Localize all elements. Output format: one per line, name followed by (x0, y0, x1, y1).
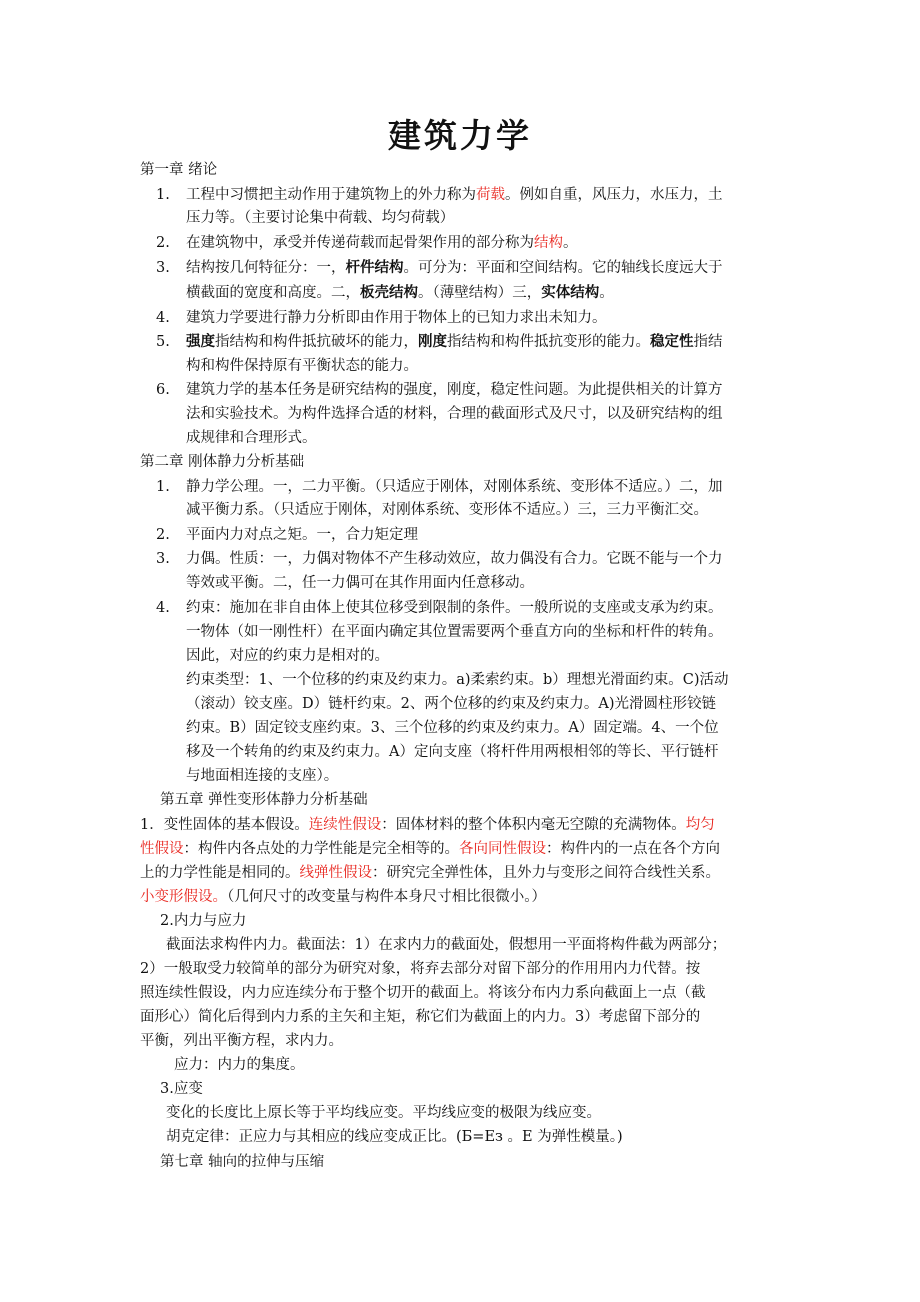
section-heading: 3.应变 (160, 1081, 203, 1097)
text: ：构件内的一点在各个方向 (546, 841, 720, 857)
term-load: 荷载 (476, 187, 505, 203)
list-item-continuation: 因此，对应的约束力是相对的。 (186, 648, 389, 664)
paragraph-line: 变化的长度比上原长等于平均线应变。平均线应变的极限为线应变。 (166, 1105, 601, 1121)
paragraph-line: 照连续性假设，内力应连续分布于整个切开的截面上。将该分布内力系向截面上一点（截 (140, 985, 706, 1001)
text: 工程中习惯把主动作用于建筑物上的外力称为 (186, 187, 476, 203)
paragraph-line: 应力：内力的集度。 (174, 1057, 305, 1073)
paragraph-line (140, 839, 720, 859)
text: ：构件内各点处的力学性能是完全相等的。 (183, 841, 459, 857)
list-item-continuation: 约束类型：1、一个位移的约束及约束力。a)柔索约束。b）理想光滑面约束。C)活动 (186, 672, 729, 688)
list-number: 6. (156, 382, 170, 398)
text: 指结构和构件抵抗破坏的能力， (215, 334, 418, 350)
text: 在建筑物中，承受并传递荷载而起骨架作用的部分称为 (186, 235, 534, 251)
list-item-continuation: （滚动）铰支座。D）链杆约束。2、两个位移的约束及约束力。A)光滑圆柱形铰链 (186, 696, 716, 712)
text: 1．变性固体的基本假设。 (140, 817, 309, 833)
text: 指结 (693, 334, 723, 350)
paragraph-line: 截面法求构件内力。截面法：1）在求内力的截面处，假想用一平面将构件截为两部分； (166, 937, 727, 953)
term-uniformity: 性假设 (140, 841, 184, 857)
list-number: 5. (156, 334, 170, 350)
list-number: 3. (156, 551, 170, 567)
list-number: 4. (156, 600, 170, 616)
paragraph-line (140, 887, 546, 907)
paragraph-line (140, 863, 720, 883)
text: 。例如自重，风压力，水压力，土 (505, 187, 723, 203)
text: 上的力学性能是相同的。 (140, 865, 300, 881)
list-item: 约束：施加在非自由体上使其位移受到限制的条件。一般所说的支座或支承为约束。 (186, 600, 723, 616)
section-heading: 2.内力与应力 (160, 913, 247, 929)
list-item-continuation: 构和构件保持原有平衡状态的能力。 (186, 358, 418, 374)
term-continuity: 连续性假设 (308, 817, 382, 833)
text: 结构按几何特征分：一， (186, 260, 346, 276)
text: 指结构和构件抵抗变形的能力。 (447, 334, 650, 350)
list-item-continuation: 一物体（如一刚性杆）在平面内确定其位置需要两个垂直方向的坐标和杆件的转角。 (186, 624, 723, 640)
list-number: 4. (156, 310, 170, 326)
text: 。 (599, 285, 614, 301)
term-structure: 结构 (534, 235, 563, 251)
list-item-continuation: 成规律和合理形式。 (186, 430, 317, 446)
bold-term: 杆件结构 (345, 259, 404, 276)
text: ：固体材料的整个体积内毫无空隙的充满物体。 (381, 817, 686, 833)
list-item-continuation: 法和实验技术。为构件选择合适的材料，合理的截面形式及尺寸，以及研究结构的组 (186, 406, 723, 422)
bold-term: 刚度 (418, 333, 447, 350)
term-uniformity: 均匀 (685, 817, 715, 833)
list-item: 力偶。性质：一，力偶对物体不产生移动效应，故力偶没有合力。它既不能与一个力 (186, 551, 723, 567)
list-item (186, 332, 723, 352)
text: 。 (563, 235, 578, 251)
text: ：研究完全弹性体，且外力与变形之间符合线性关系。 (372, 865, 720, 881)
paragraph-line (140, 815, 715, 835)
list-number: 3. (156, 260, 170, 276)
list-item-continuation (186, 283, 614, 303)
chapter-5-heading: 第五章 弹性变形体静力分析基础 (160, 792, 368, 808)
chapter-1-heading: 第一章 绪论 (140, 162, 218, 178)
list-item: 建筑力学的基本任务是研究结构的强度，刚度，稳定性问题。为此提供相关的计算方 (186, 382, 723, 398)
list-number: 1. (156, 479, 170, 495)
page-title: 建筑力学 (388, 116, 532, 155)
list-item-continuation: 等效或平衡。二，任一力偶可在其作用面内任意移动。 (186, 575, 534, 591)
text: 横截面的宽度和高度。二， (186, 285, 360, 301)
text: 。可分为：平面和空间结构。它的轴线长度远大于 (403, 260, 723, 276)
list-item-continuation: 减平衡力系。（只适应于刚体，对刚体系统、变形体不适应。）三，三力平衡汇交。 (186, 502, 708, 518)
list-item (186, 185, 723, 205)
list-number: 2. (156, 235, 170, 251)
paragraph-line: 胡克定律：正应力与其相应的线应变成正比。(Б=Eз 。E 为弹性模量。) (166, 1129, 623, 1145)
term-isotropy: 各向同性假设 (459, 841, 546, 857)
list-item-continuation: 约束。B）固定铰支座约束。3、三个位移的约束及约束力。A）固定端。4、一个位 (186, 720, 719, 736)
list-item-continuation: 移及一个转角的约束及约束力。A）定向支座（将杆件用两根相邻的等长、平行链杆 (186, 744, 719, 760)
list-number: 1. (156, 187, 170, 203)
bold-term: 稳定性 (650, 333, 694, 350)
list-item: 建筑力学要进行静力分析即由作用于物体上的已知力求出未知力。 (186, 310, 607, 326)
bold-term: 强度 (186, 333, 215, 350)
paragraph-line: 面形心）简化后得到内力系的主矢和主矩，称它们为截面上的内力。3）考虑留下部分的 (140, 1009, 701, 1025)
bold-term: 板壳结构 (360, 284, 418, 301)
paragraph-line: 2）一般取受力较简单的部分为研究对象，将弃去部分对留下部分的作用用内力代替。按 (140, 961, 701, 977)
chapter-2-heading: 第二章 刚体静力分析基础 (140, 454, 305, 470)
paragraph-line: 平衡，列出平衡方程，求内力。 (140, 1033, 343, 1049)
term-linear-elastic: 线弹性假设 (299, 865, 372, 881)
list-number: 2. (156, 527, 170, 543)
chapter-7-heading: 第七章 轴向的拉伸与压缩 (160, 1154, 325, 1170)
list-item: 静力学公理。一，二力平衡。（只适应于刚体，对刚体系统、变形体不适应。）二，加 (186, 479, 723, 495)
list-item: 平面内力对点之矩。一，合力矩定理 (186, 527, 418, 543)
list-item (186, 258, 723, 278)
bold-term: 实体结构 (541, 284, 600, 301)
list-item-continuation: 压力等。（主要讨论集中荷载、均匀荷载） (186, 210, 455, 226)
term-small-deformation: 小变形假设。 (140, 889, 227, 905)
text: 。（薄壁结构）三， (418, 285, 542, 301)
list-item-continuation: 与地面相连接的支座）。 (186, 768, 339, 784)
list-item (186, 233, 578, 253)
text: （几何尺寸的改变量与构件本身尺寸相比很微小。） (227, 889, 546, 905)
